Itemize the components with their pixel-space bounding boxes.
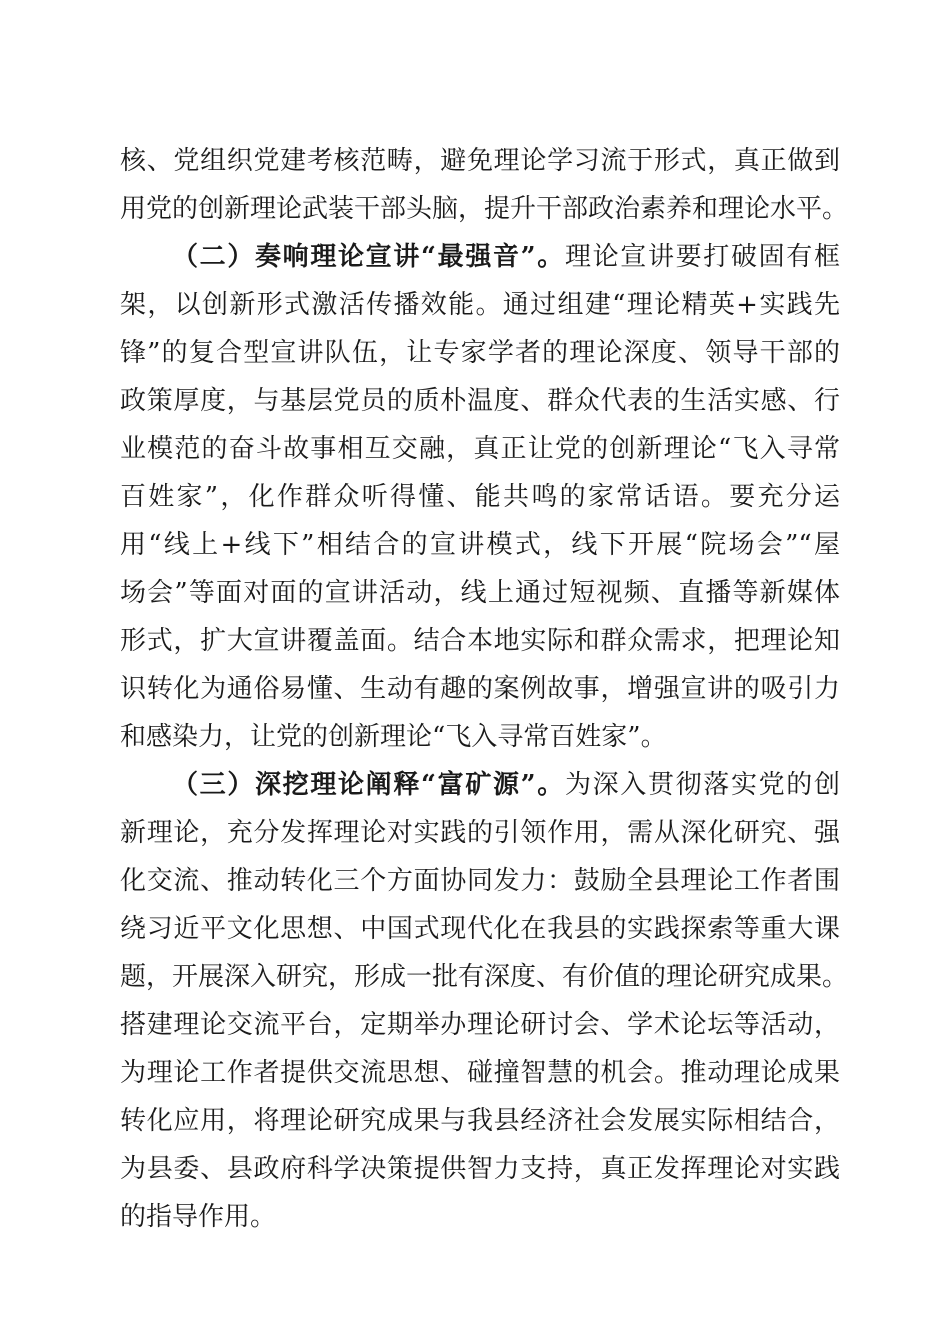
paragraph-line: 绕习近平文化思想、中国式现代化在我县的实践探索等重大课 [120, 914, 840, 944]
paragraph-line: 用党的创新理论武装干部头脑，提升干部政治素养和理论水平。 [120, 194, 849, 224]
document-body [120, 137, 849, 1241]
paragraph-line-text: 理论宣讲要打破固有框 [564, 242, 840, 272]
paragraph-3 [120, 761, 849, 1241]
paragraph-2 [120, 233, 840, 761]
section-heading-2: （二）奏响理论宣讲“最强音”。 [172, 242, 565, 272]
paragraph-line: 题，开展深入研究，形成一批有深度、有价值的理论研究成果。 [120, 962, 849, 992]
paragraph-line: 用“线上+线下”相结合的宣讲模式，线下开展“院场会”“屋 [120, 530, 840, 560]
paragraph-first-line [120, 761, 840, 809]
paragraph-line: 形式，扩大宣讲覆盖面。结合本地实际和群众需求，把理论知 [120, 626, 840, 656]
paragraph-line: 的指导作用。 [120, 1202, 277, 1232]
paragraph-line: 和感染力，让党的创新理论“飞入寻常百姓家”。 [120, 722, 667, 752]
section-heading-3: （三）深挖理论阐释“富矿源”。 [172, 770, 565, 800]
paragraph-line: 识转化为通俗易懂、生动有趣的案例故事，增强宣讲的吸引力 [120, 674, 840, 704]
paragraph-line: 搭建理论交流平台，定期举办理论研讨会、学术论坛等活动， [120, 1010, 840, 1040]
paragraph-line: 新理论，充分发挥理论对实践的引领作用，需从深化研究、强 [120, 818, 840, 848]
paragraph-line: 核、党组织党建考核范畴，避免理论学习流于形式，真正做到 [120, 146, 840, 176]
paragraph-line: 化交流、推动转化三个方面协同发力：鼓励全县理论工作者围 [120, 866, 840, 896]
paragraph-line: 政策厚度，与基层党员的质朴温度、群众代表的生活实感、行 [120, 386, 840, 416]
paragraph-1 [120, 137, 849, 233]
paragraph-line: 架，以创新形式激活传播效能。通过组建“理论精英+实践先 [120, 290, 840, 320]
paragraph-line: 为县委、县政府科学决策提供智力支持，真正发挥理论对实践 [120, 1154, 840, 1184]
paragraph-line: 为理论工作者提供交流思想、碰撞智慧的机会。推动理论成果 [120, 1058, 840, 1088]
paragraph-line: 场会”等面对面的宣讲活动，线上通过短视频、直播等新媒体 [120, 578, 840, 608]
paragraph-line: 百姓家”，化作群众听得懂、能共鸣的家常话语。要充分运 [120, 482, 840, 512]
paragraph-first-line [120, 233, 840, 281]
paragraph-line: 业模范的奋斗故事相互交融，真正让党的创新理论“飞入寻常 [120, 434, 840, 464]
paragraph-line: 锋”的复合型宣讲队伍，让专家学者的理论深度、领导干部的 [120, 338, 840, 368]
paragraph-line-text: 为深入贯彻落实党的创 [564, 770, 840, 800]
paragraph-line: 转化应用，将理论研究成果与我县经济社会发展实际相结合， [120, 1106, 840, 1136]
